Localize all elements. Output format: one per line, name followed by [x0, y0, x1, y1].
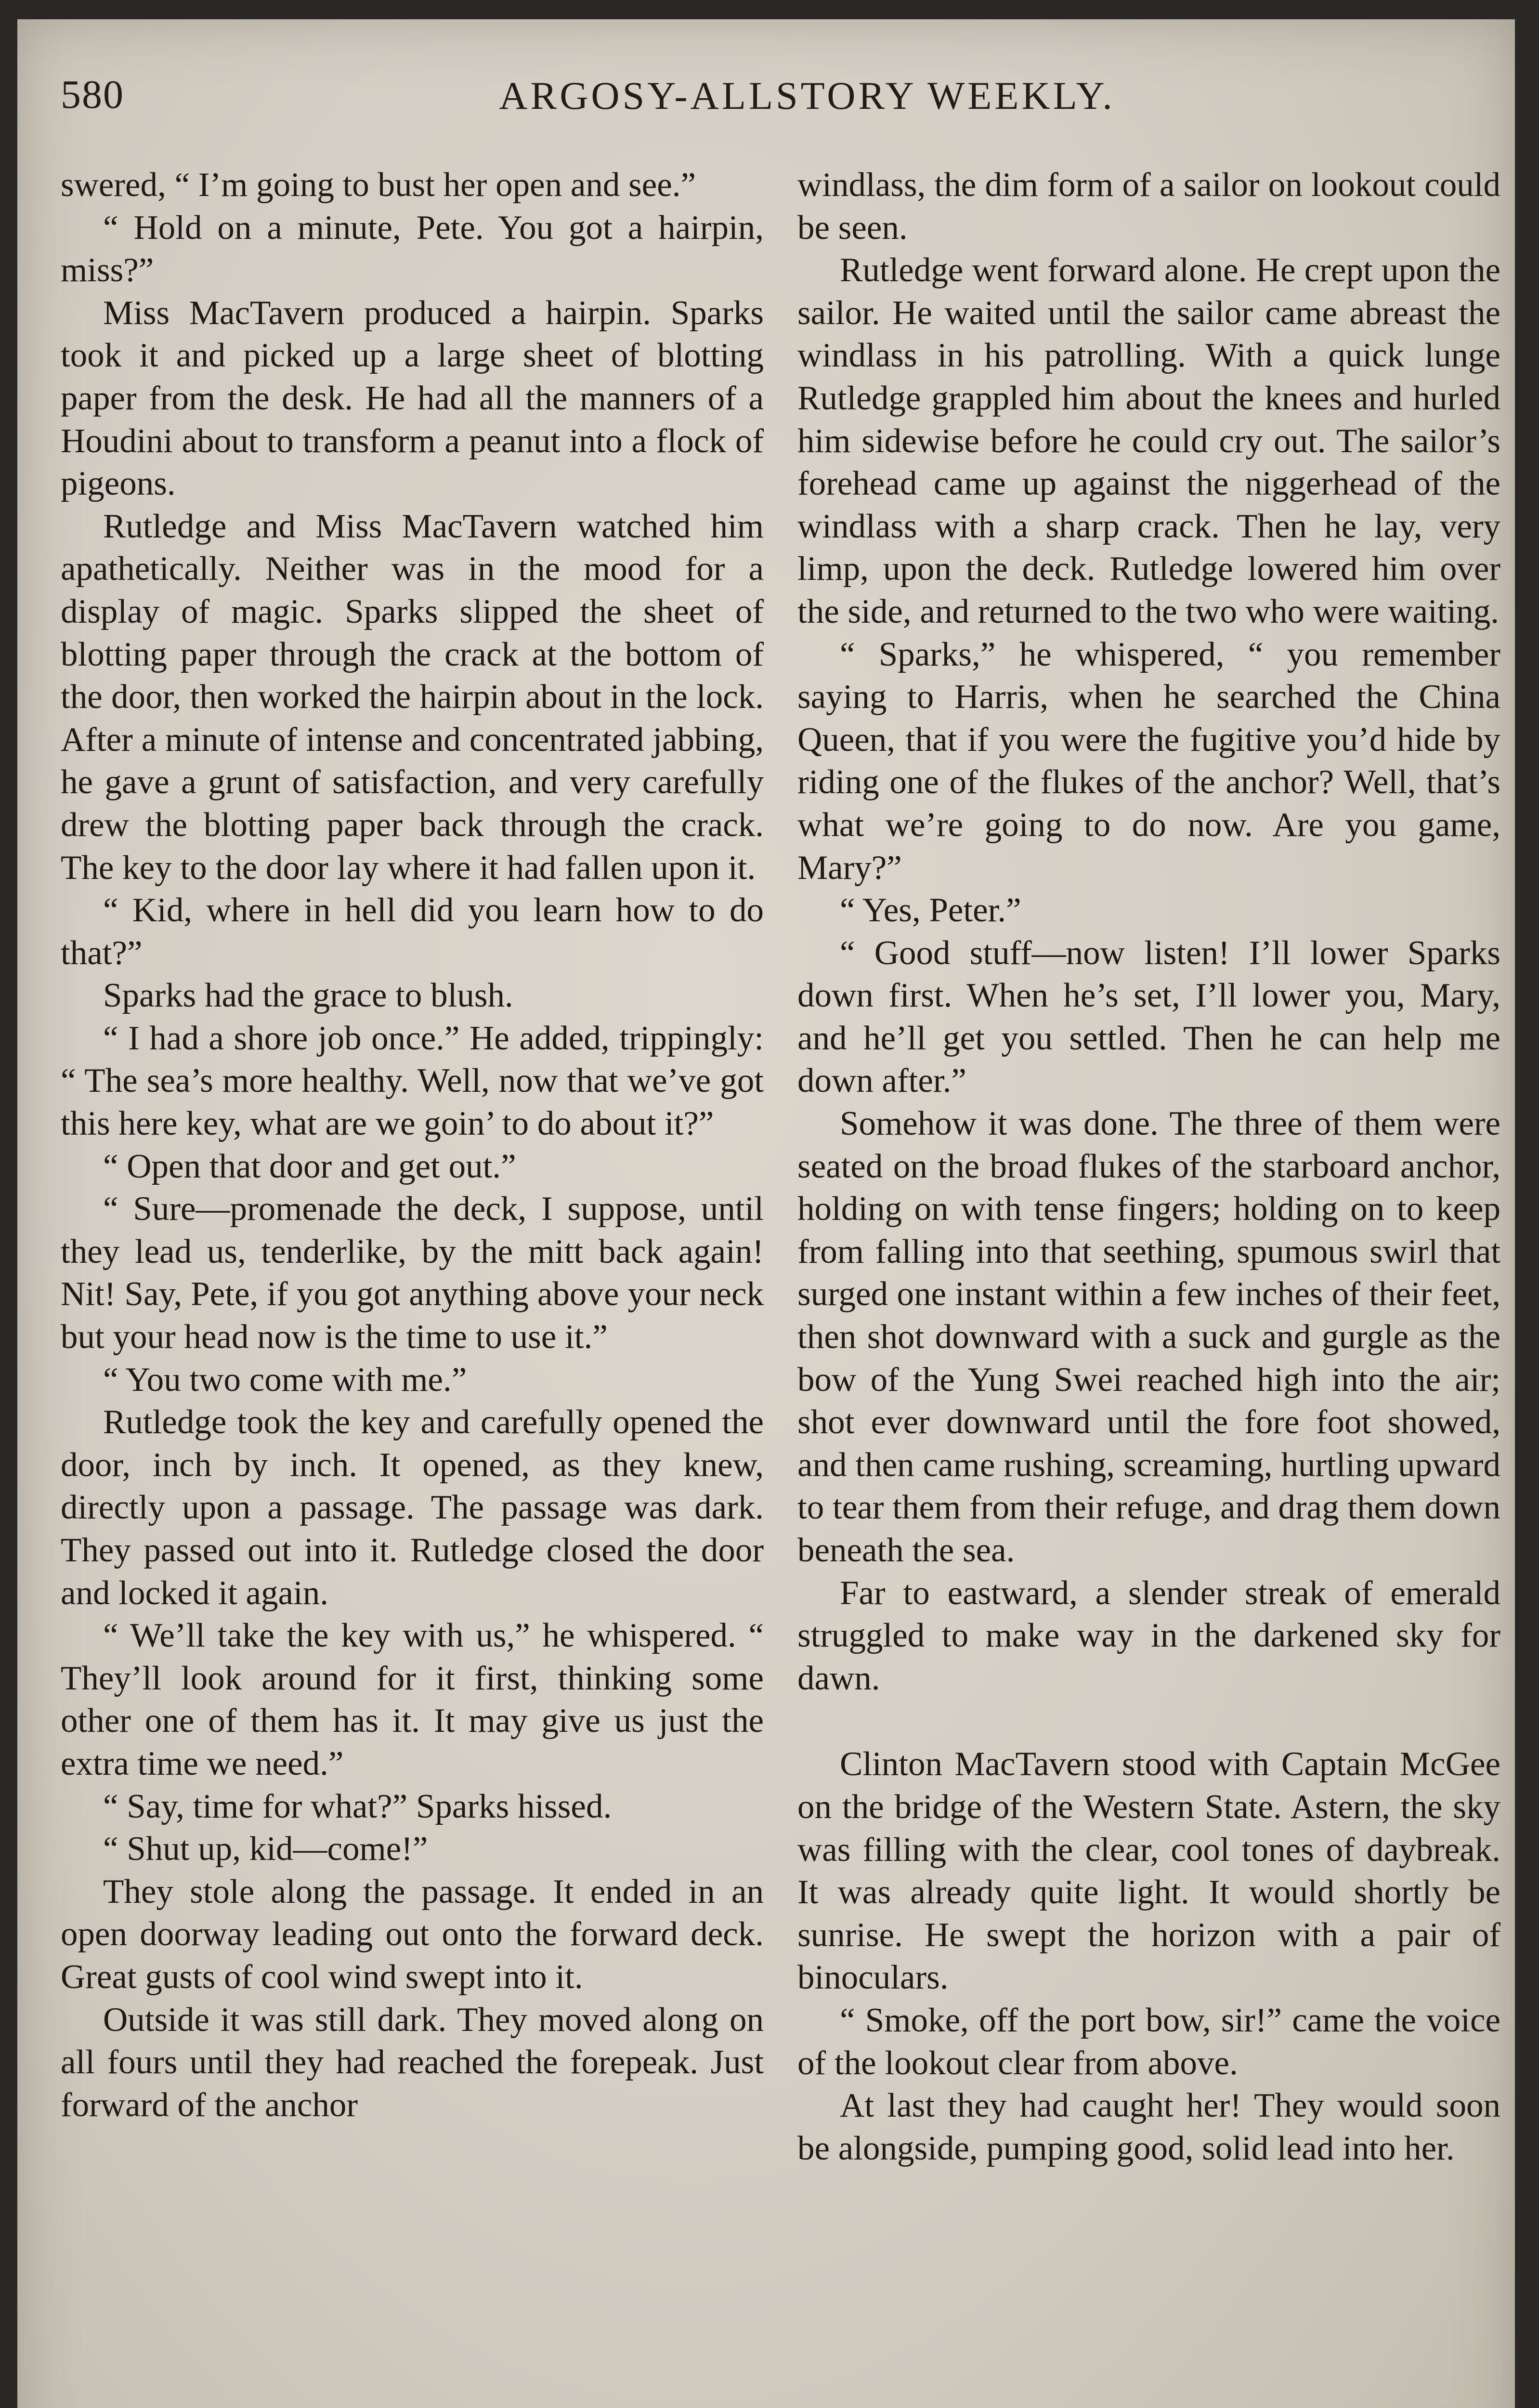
paragraph: They stole along the passage. It ended in an open doorway leading out onto the forward deck. Great gusts of cool wind swept into it. — [61, 1872, 764, 1996]
paragraph: “ Sparks,” he whispered, “ you remember saying to Harris, when he searched the China Queen, that if you were the fugitive you’d hide by riding one of the flukes of the anchor? Well, that’s what we’re going to do now. Are you game, Mary?” — [797, 635, 1500, 887]
paragraph: Far to eastward, a slender streak of emerald struggled to make way in the darkened sky for dawn. — [797, 1574, 1500, 1697]
paragraph: “ Hold on a minute, Pete. You got a hairpin, miss?” — [61, 209, 764, 289]
paragraph: Rutledge went forward alone. He crept upon the sailor. He waited until the sailor came abreast the windlass in his patrolling. With a quick lunge Rutledge grappled him about the knees and hurled him sidewise before he could cry out. The sailor’s forehead came up against the niggerhead of the windlass with a sharp crack. Then he lay, very limp, upon the deck. Rutledge lowered him over the side, and returned to the two who were waiting. — [797, 251, 1500, 630]
paragraph: “ Kid, where in hell did you learn how to do that?” — [61, 891, 764, 972]
paragraph: “ We’ll take the key with us,” he whispered. “ They’ll look around for it first, thinking some other one of them has it. It may give us just the extra time we need.” — [61, 1617, 764, 1782]
paragraph: “ Smoke, off the port bow, sir!” came the voice of the lookout clear from above. — [797, 2001, 1500, 2082]
left-column — [61, 164, 764, 2408]
paragraph: Sparks had the grace to blush. — [103, 977, 513, 1015]
paragraph: Outside it was still dark. They moved along on all fours until they had reached the forepeak. Just forward of the anchor — [61, 2001, 764, 2124]
paragraph: “ Yes, Peter.” — [840, 891, 1021, 929]
paragraph: windlass, the dim form of a sailor on lookout could be seen. — [797, 166, 1500, 247]
paragraph: “ Say, time for what?” Sparks hissed. — [103, 1787, 612, 1825]
paragraph: Rutledge and Miss MacTavern watched him apathetically. Neither was in the mood for a display of magic. Sparks slipped the sheet of blotting paper through the crack at the bottom of the door, then worked the hairpin about in the lock. After a minute of intense and concentrated jabbing, he gave a grunt of satisfaction, and very carefully drew the blotting paper back through the crack. The key to the door lay where it had fallen upon it. — [61, 507, 764, 887]
paragraph: “ You two come with me.” — [103, 1361, 467, 1399]
paragraph: At last they had caught her! They would soon be alongside, pumping good, solid lead into her. — [797, 2087, 1500, 2167]
page-number: 580 — [61, 72, 124, 117]
paragraph: Miss MacTavern produced a hairpin. Sparks took it and picked up a large sheet of blotting paper from the desk. He had all the manners of a Houdini about to transform a peanut into a flock of pigeons. — [61, 294, 764, 503]
page-header — [61, 63, 1467, 135]
paragraph: “ I had a shore job once.” He added, trippingly: “ The sea’s more healthy. Well, now that we’ve got this here key, what are we goin’ to do about it?” — [61, 1019, 764, 1143]
paragraph: Clinton MacTavern stood with Captain McGee on the bridge of the Western State. Astern, the sky was filling with the clear, cool tones of daybreak. It was already quite light. It would shortly be sunrise. He swept the horizon with a pair of binoculars. — [797, 1745, 1500, 1997]
paragraph: Somehow it was done. The three of them were seated on the broad flukes of the starboard anchor, holding on with tense fingers; holding on to keep from falling into that seething, spumous swirl that surged one instant within a few inches of their feet, then shot downward with a suck and gurgle as the bow of the Yung Swei reached high into the air; shot ever downward until the fore foot showed, and then came rushing, screaming, hurtling upward to tear them from their refuge, and drag them down beneath the sea. — [797, 1105, 1500, 1569]
paragraph: “ Good stuff—now listen! I’ll lower Sparks down first. When he’s set, I’ll lower you, Mary, and he’ll get you settled. Then he can help me down after.” — [797, 934, 1500, 1100]
paragraph: “ Sure—promenade the deck, I suppose, until they lead us, tenderlike, by the mitt back again! Nit! Say, Pete, if you got anything above your neck but your head now is the time to use it.” — [61, 1190, 764, 1356]
paragraph: swered, “ I’m going to bust her open and see.” — [61, 166, 696, 204]
running-head: ARGOSY-ALLSTORY WEEKLY. — [499, 74, 1115, 118]
paragraph: “ Shut up, kid—come!” — [103, 1830, 428, 1868]
right-column — [797, 164, 1500, 2408]
paragraph: “ Open that door and get out.” — [103, 1147, 516, 1185]
magazine-page — [17, 19, 1515, 2408]
paragraph: Rutledge took the key and carefully opened the door, inch by inch. It opened, as they knew, directly upon a passage. The passage was dark. They passed out into it. Rutledge closed the door and locked it again. — [61, 1403, 764, 1612]
text-columns — [61, 164, 1500, 2408]
